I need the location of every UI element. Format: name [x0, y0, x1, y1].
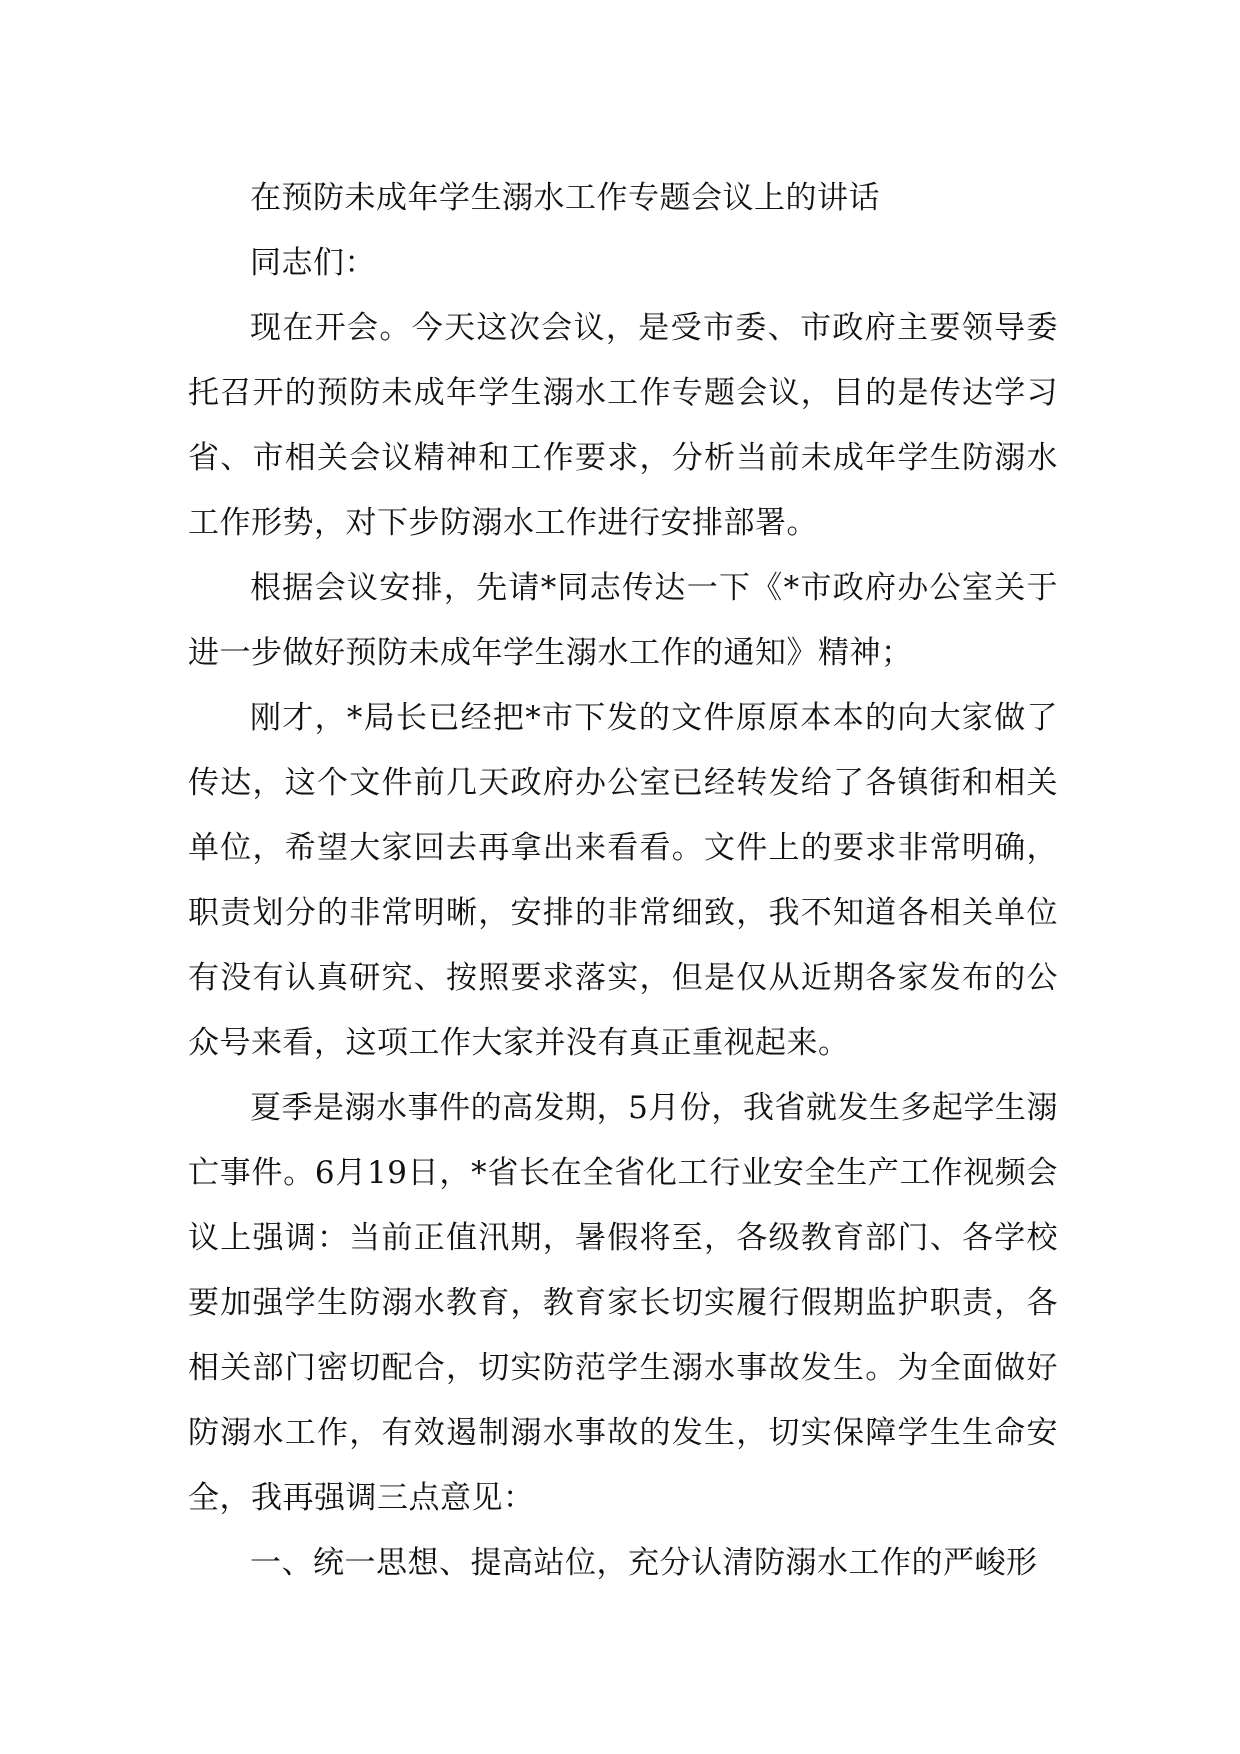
salutation: 同志们： [250, 245, 376, 281]
paragraph-document-review: 刚才，*局长已经把*市下发的文件原原本本的向大家做了传达，这个文件前几天政府办公室已经转发给了各镇街和相关单位，希望大家回去再拿出来看看。文件上的要求非常明确，职责划分的非常明晰，安排的非常细致，我不知道各相关单位有没有认真研究、按照要求落实，但是仅从近期各家发布的公众号来看，这项工作大家并没有真正重视起来。 [188, 700, 1058, 1061]
paragraph-opening: 现在开会。今天这次会议，是受市委、市政府主要领导委托召开的预防未成年学生溺水工作专题会议，目的是传达学习省、市相关会议精神和工作要求，分析当前未成年学生防溺水工作形势，对下步防溺水工作进行安排部署。 [188, 310, 1058, 541]
paragraph-agenda: 根据会议安排，先请*同志传达一下《*市政府办公室关于进一步做好预防未成年学生溺水工作的通知》精神； [188, 570, 1058, 671]
document-title: 在预防未成年学生溺水工作专题会议上的讲话 [250, 180, 880, 216]
document-body [188, 166, 1058, 1596]
paragraph-situation: 夏季是溺水事件的高发期，5月份，我省就发生多起学生溺亡事件。6月19日，*省长在全省化工行业安全生产工作视频会议上强调：当前正值汛期，暑假将至，各级教育部门、各学校要加强学生防溺水教育，教育家长切实履行假期监护职责，各相关部门密切配合，切实防范学生溺水事故发生。为全面做好防溺水工作，有效遏制溺水事故的发生，切实保障学生生命安全，我再强调三点意见： [188, 1090, 1058, 1516]
paragraph-point-one: 一、统一思想、提高站位，充分认清防溺水工作的严峻形 [250, 1545, 1038, 1581]
